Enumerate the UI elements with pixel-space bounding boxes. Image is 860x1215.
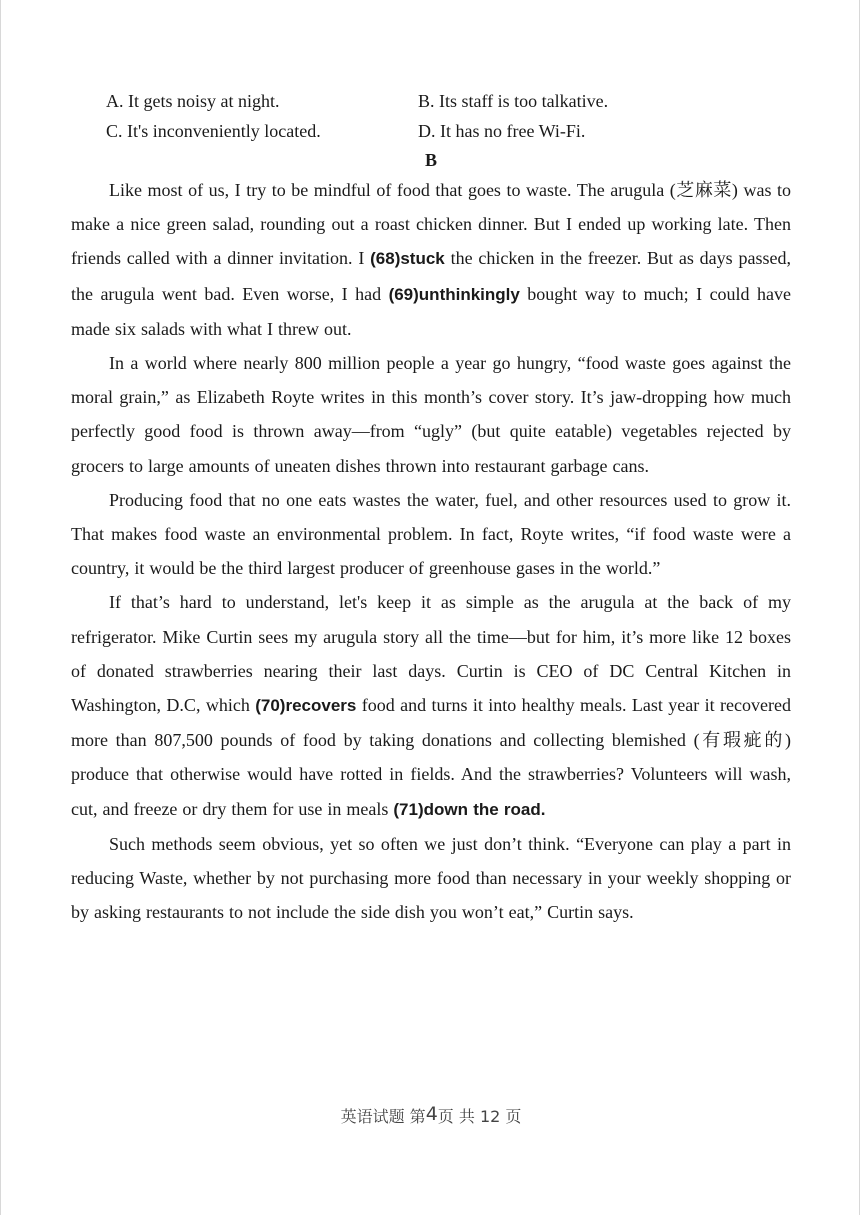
page-footer	[1, 1102, 860, 1129]
paragraph-2: In a world where nearly 800 million people a year go hungry, “food waste goes against the moral grain,” as Elizabeth Royte writes in this month’s cover story. It’s jaw-dropping how much perfectly good food is thrown away—from “ugly” (but quite eatable) vegetables rejected by grocers to large amounts of uneaten dishes thrown into restaurant garbage cans.	[71, 353, 791, 476]
options-row-2	[106, 119, 806, 149]
p4-text-1: If that’s hard to understand, let's keep it as simple as the arugula at the back of my refrigerator. Mike Curtin sees my arugula story all the time—but for him, it’s more like 12 boxes of donated strawberries nearing their last days. Curtin is CEO of DC Central Kitchen in Washington, D.C, which	[71, 592, 791, 716]
p1-text-1: Like most of us, I try to be mindful of food that goes to waste. The arugula (芝麻菜) was to make a nice green salad, rounding out a roast chicken dinner. But I ended up working late. Then friends called with a dinner invitation. I	[71, 180, 791, 269]
option-d: D. It has no free Wi-Fi.	[418, 121, 586, 141]
passage	[71, 173, 791, 929]
paragraph-4	[71, 585, 791, 826]
underlined-word-70: (70)recovers	[255, 696, 357, 716]
option-b: B. Its staff is too talkative.	[418, 91, 609, 111]
p4-text-2: food and turns it into healthy meals. Last year it recovered more than 807,500 pounds of food by taking donations and collecting blemished (有瑕疵的) produce that otherwise would have rotted in fields. And the strawberries? Volunteers will wash, cut, and freeze or dry them for use in meals	[71, 695, 791, 819]
underlined-word-69: (69)unthinkingly	[388, 284, 520, 304]
footer-suffix: 页 共 12 页	[437, 1107, 522, 1126]
paragraph-1	[71, 173, 791, 346]
p1-text-2: the chicken in the freezer. But as days passed, the arugula went bad. Even worse, I had	[71, 248, 791, 304]
answer-options	[106, 89, 806, 149]
footer-page-number: 4	[425, 1103, 438, 1125]
footer-prefix: 英语试题 第	[340, 1107, 426, 1126]
option-c: C. It's inconveniently located.	[106, 121, 321, 141]
options-row-1	[106, 89, 806, 119]
underlined-word-68: (68)stuck	[370, 249, 445, 269]
paragraph-5: Such methods seem obvious, yet so often we just don’t think. “Everyone can play a part in reducing Waste, whether by not purchasing more food than necessary in your weekly shopping or by asking restaurants to not include the side dish you won’t eat,” Curtin says.	[71, 833, 791, 923]
option-a: A. It gets noisy at night.	[106, 91, 280, 111]
section-heading: B	[424, 150, 437, 170]
paragraph-3: Producing food that no one eats wastes the water, fuel, and other resources used to grow it. That makes food waste an environmental problem. In fact, Royte writes, “if food waste were a country, it would be the third largest producer of greenhouse gases in the world.”	[71, 489, 791, 579]
p1-text-3: bought way to much; I could have made six salads with what I threw out.	[71, 283, 791, 339]
underlined-phrase-71: (71)down the road.	[393, 799, 546, 819]
